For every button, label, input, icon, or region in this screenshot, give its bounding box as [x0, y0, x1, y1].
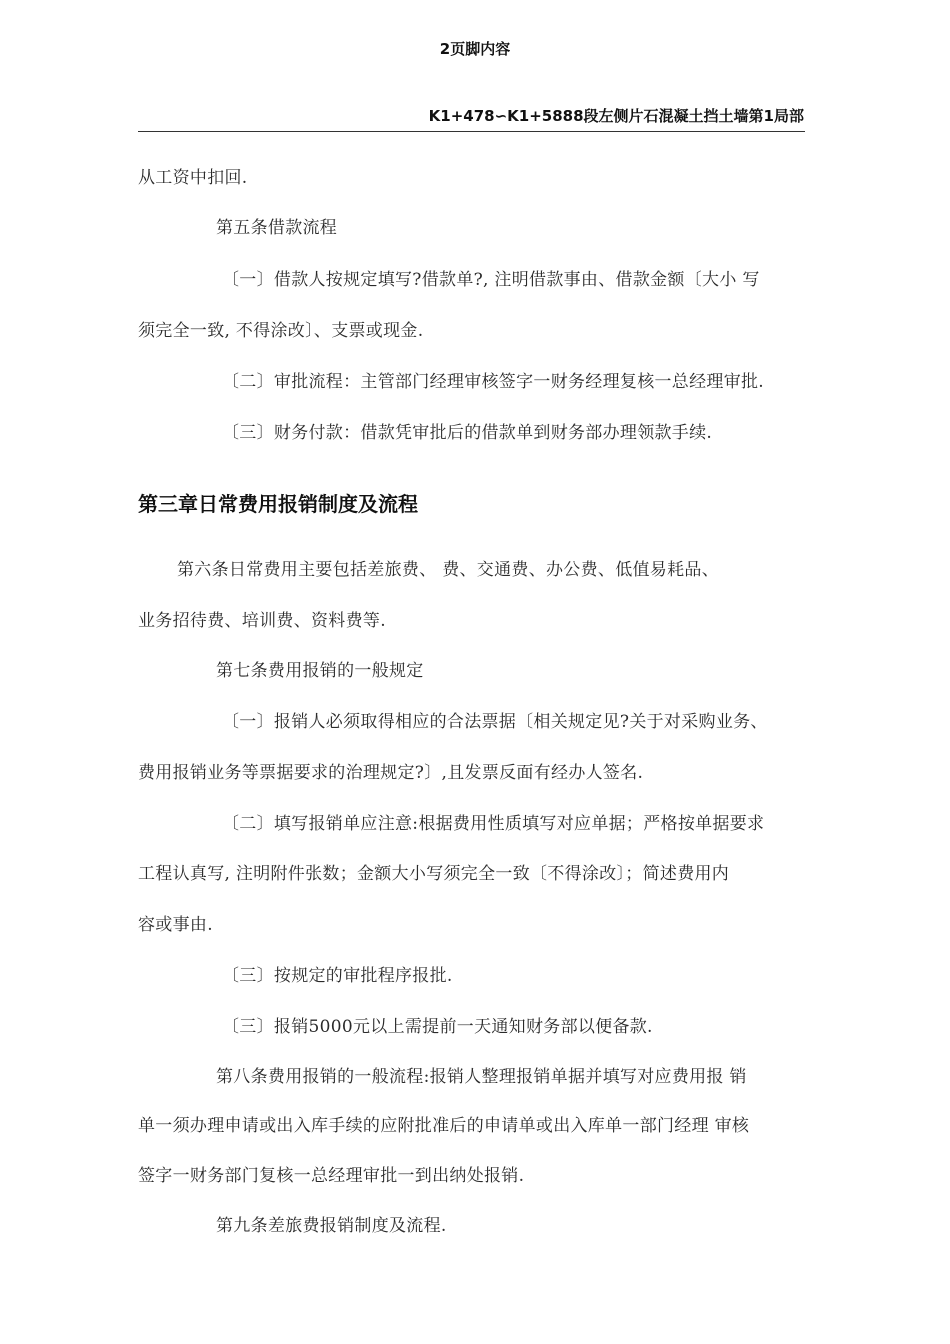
paragraph-line: 〔三〕报销5000元以上需提前一天通知财务部以便备款.: [222, 1017, 653, 1037]
header-rule: [138, 131, 805, 132]
page-footer-note: 2页脚内容: [439, 40, 511, 58]
paragraph-line: 〔二〕填写报销单应注意:根据费用性质填写对应单据；严格按单据要求: [222, 814, 765, 834]
paragraph-line: 第六条日常费用主要包括差旅费、 费、交通费、办公费、低值易耗品、: [177, 560, 720, 580]
paragraph-line: 从工资中扣回.: [138, 168, 248, 188]
paragraph-line: 须完全一致, 不得涂改〕、支票或现金.: [138, 321, 424, 341]
running-header-title: K1+478∽K1+5888段左侧片石混凝土挡土墙第1局部: [428, 107, 804, 125]
paragraph-line: 业务招待费、培训费、资料费等.: [138, 611, 386, 631]
article-title: 第七条费用报销的一般规定: [216, 661, 424, 681]
paragraph-line: 费用报销业务等票据要求的治理规定?〕,且发票反面有经办人签名.: [138, 763, 644, 783]
paragraph-line: 工程认真写, 注明附件张数；金额大小写须完全一致〔不得涂改〕；简述费用内: [138, 864, 730, 884]
paragraph-line: 签字一财务部门复核一总经理审批一到出纳处报销.: [138, 1166, 525, 1186]
chapter-heading: 第三章日常费用报销制度及流程: [138, 492, 418, 516]
paragraph-line: 单一须办理申请或出入库手续的应附批准后的申请单或出入库单一部门经理 审核: [138, 1116, 750, 1136]
paragraph-line: 〔三〕按规定的审批程序报批.: [222, 966, 453, 986]
paragraph-line: 〔一〕报销人必须取得相应的合法票据〔相关规定见?关于对采购业务、: [222, 712, 768, 732]
paragraph-line: 〔三〕财务付款：借款凭审批后的借款单到财务部办理领款手续.: [222, 423, 713, 443]
article-title: 第五条借款流程: [216, 218, 338, 238]
article-title: 第九条差旅费报销制度及流程.: [216, 1216, 447, 1236]
paragraph-line: 第八条费用报销的一般流程:报销人整理报销单据并填写对应费用报 销: [216, 1067, 747, 1087]
paragraph-line: 〔二〕审批流程：主管部门经理审核签字一财务经理复核一总经理审批.: [222, 372, 765, 392]
paragraph-line: 〔一〕借款人按规定填写?借款单?, 注明借款事由、借款金额〔大小 写: [222, 270, 760, 290]
paragraph-line: 容或事由.: [138, 915, 213, 935]
